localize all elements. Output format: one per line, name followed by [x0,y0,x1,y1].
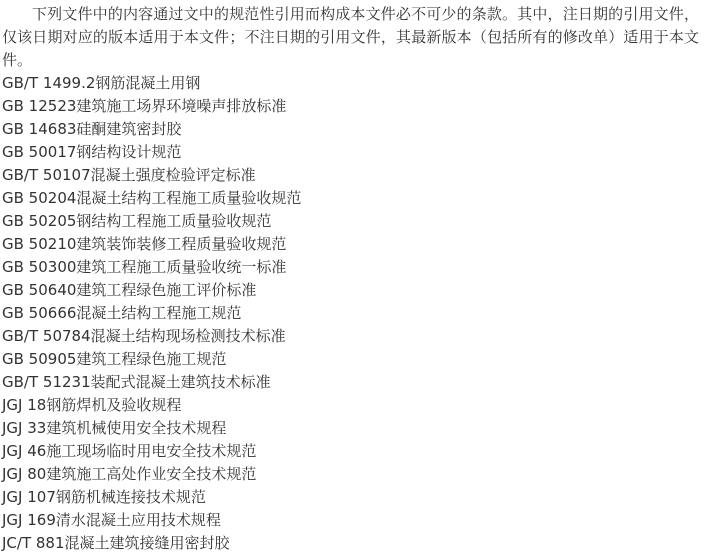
reference-item: JGJ 46施工现场临时用电安全技术规范 [2,442,257,460]
reference-item: JGJ 18钢筋焊机及验收规程 [2,396,182,414]
reference-item: GB/T 51231装配式混凝土建筑技术标准 [2,373,271,391]
reference-item: GB 50017钢结构设计规范 [2,143,182,161]
reference-item: JGJ 169清水混凝土应用技术规程 [2,511,221,529]
reference-item: GB 50204混凝土结构工程施工质量验收规范 [2,189,302,207]
reference-item: GB 50640建筑工程绿色施工评价标准 [2,281,257,299]
reference-item: GB/T 1499.2钢筋混凝土用钢 [2,74,201,92]
reference-item: GB/T 50784混凝土结构现场检测技术标准 [2,327,286,345]
reference-item: GB 50205钢结构工程施工质量验收规范 [2,212,272,230]
reference-item: GB 50666混凝土结构工程施工规范 [2,304,242,322]
reference-item: JGJ 107钢筋机械连接技术规范 [2,488,206,506]
reference-item: GB 12523建筑施工场界环境噪声排放标准 [2,97,287,115]
reference-item: JGJ 80建筑施工高处作业安全技术规范 [2,465,257,483]
reference-item: GB 50905建筑工程绿色施工规范 [2,350,227,368]
reference-item: GB/T 50107混凝土强度检验评定标准 [2,166,256,184]
reference-item: GB 14683硅酮建筑密封胶 [2,120,182,138]
reference-item: GB 50210建筑装饰装修工程质量验收规范 [2,235,287,253]
reference-item: JC/T 881混凝土建筑接缝用密封胶 [2,534,230,552]
normative-references-intro: 下列文件中的内容通过文中的规范性引用而构成本文件必不可少的条款。其中，注日期的引用文件，仅该日期对应的版本适用于本文件；不注日期的引用文件，其最新版本（包括所有的修改单）适用于本文件。 [2,5,699,69]
reference-item: GB 50300建筑工程施工质量验收统一标准 [2,258,287,276]
reference-list [2,72,699,555]
reference-item: JGJ 33建筑机械使用安全技术规程 [2,419,227,437]
